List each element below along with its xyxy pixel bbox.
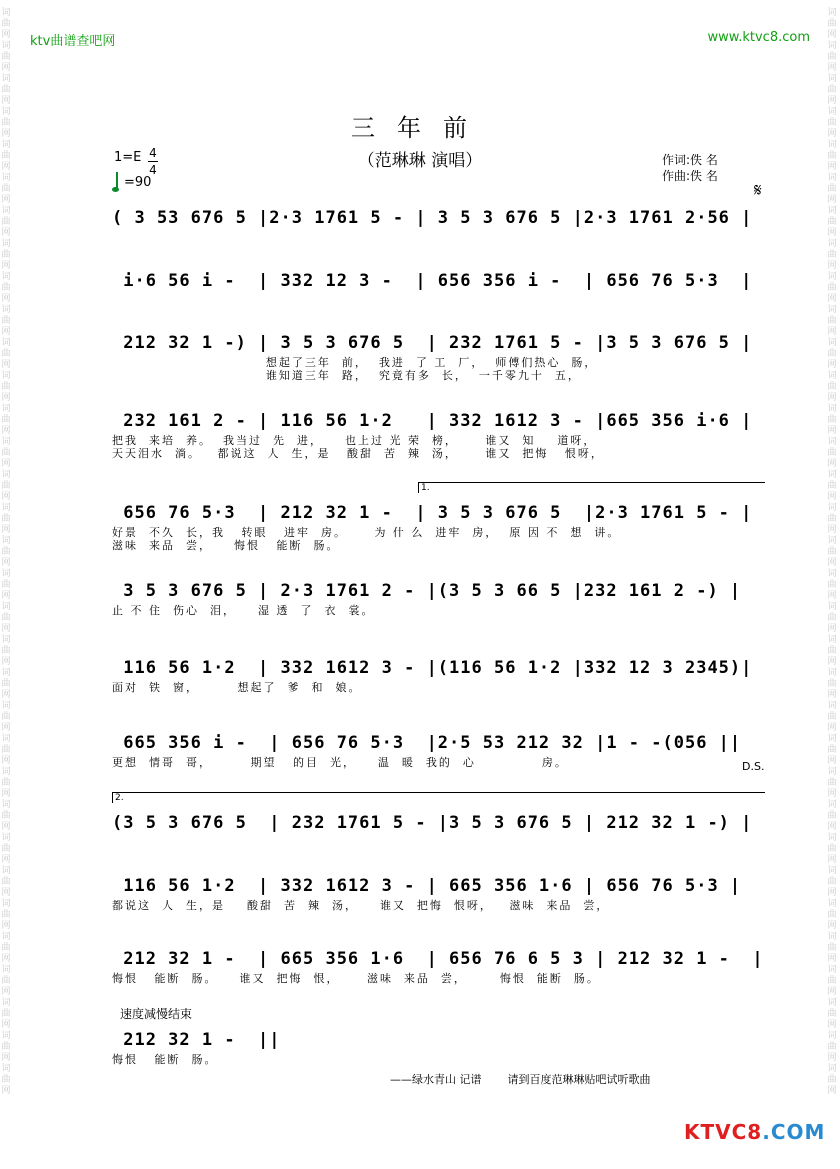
transcriber-credit: ——绿水青山 记谱 [390,1073,482,1086]
note-row: 212 32 1 -) | 3 5 3 676 5 | 232 1761 5 - |3 5 3 676 5 | [112,333,753,353]
brand-logo-part-a: KTVC8 [684,1120,763,1144]
note-row: 3 5 3 676 5 | 2·3 1761 2 - |(3 5 3 66 5 |232 161 2 -) | [112,581,742,601]
lyric-row: 滋味 来品 尝， 悔恨 能断 肠。 [112,539,340,552]
score-line [112,946,772,985]
lyric-row: 止 不 住 伤心 泪， 湿 透 了 衣 裳。 [112,604,375,617]
volta-1: 1. [418,482,765,493]
time-top: 4 [149,146,157,160]
ds-marking: D.S. [742,760,765,773]
note-row: 212 32 1 - | 665 356 1·6 | 656 76 6 5 3 | 212 32 1 - | [112,949,764,969]
quarter-note-icon [116,172,124,190]
ending-instruction: 速度减慢结束 [120,1007,193,1021]
song-performer: （范琳琳 演唱） [357,151,483,171]
score-line [112,578,772,617]
lyric-row: 想起了三年 前， 我进 了 工 厂， 师傅们热心 肠， [112,356,598,369]
score-line [112,205,772,231]
composer: 作曲:佚 名 [662,169,718,183]
brand-logo-part-b: .COM [762,1120,826,1144]
tempo-value: =90 [124,175,152,190]
score-line [112,408,772,460]
lyric-row: 悔恨 能断 肠。 [112,1053,218,1066]
score-line [112,810,772,836]
score-line [112,873,772,912]
credits [662,152,718,184]
note-row: 665 356 i - | 656 76 5·3 |2·5 53 212 32 |1 - -(056 || [112,733,742,753]
brand-logo [684,1120,825,1144]
left-watermark-strip: 词曲网词曲网词曲网词曲网词曲网词曲网词曲网词曲网词曲网词曲网词曲网词曲网词曲网词曲网词曲网词曲网词曲网词曲网词曲网词曲网词曲网词曲网词曲网词曲网词曲网词曲网词曲网词曲网词曲网词曲网词曲网词曲网词曲网 [1,8,11,1096]
score-line [112,330,772,382]
volta-2: 2. [112,792,765,803]
score-line [112,268,772,294]
right-watermark-strip: 词曲网词曲网词曲网词曲网词曲网词曲网词曲网词曲网词曲网词曲网词曲网词曲网词曲网词曲网词曲网词曲网词曲网词曲网词曲网词曲网词曲网词曲网词曲网词曲网词曲网词曲网词曲网词曲网词曲网词曲网词曲网词曲网词曲网 [827,8,837,1096]
site-url[interactable]: www.ktvc8.com [707,30,810,45]
lyric-row: 好景 不久 长，我 转眼 进牢 房。 为 什 么 进牢 房， 原 因 不 想 讲。 [112,526,621,539]
lyric-row: 天天泪水 淌。 都说这 人 生，是 酸甜 苦 辣 汤， 谁又 把悔 恨呀， [112,447,604,460]
site-name[interactable]: ktv曲谱查吧网 [30,34,116,49]
lyric-row: 谁知道三年 路， 究竟有多 长， 一千零九十 五， [112,369,581,382]
listen-hint: 请到百度范琳琳贴吧试听歌曲 [507,1073,651,1086]
lyric-row: 悔恨 能断 肠。 谁又 把悔 恨， 滋味 来品 尝， 悔恨 能断 肠。 [112,972,600,985]
footer [390,1071,677,1087]
note-row: i·6 56 i - | 332 12 3 - | 656 356 i - | 656 76 5·3 | [112,271,753,291]
note-row: 232 161 2 - | 116 56 1·2 | 332 1612 3 - |665 356 i·6 | [112,411,753,431]
segno-icon: 𝄋 [754,180,762,201]
song-title: 三年前 [351,114,489,142]
lyric-row: 都说这 人 生，是 酸甜 苦 辣 汤， 谁又 把悔 恨呀， 滋味 来品 尝， [112,899,610,912]
note-row: 212 32 1 - || [112,1030,281,1050]
score-line [112,500,772,552]
note-row: (3 5 3 676 5 | 232 1761 5 - |3 5 3 676 5 | 212 32 1 -) | [112,813,753,833]
note-row: 116 56 1·2 | 332 1612 3 - | 665 356 1·6 | 656 76 5·3 | [112,876,742,896]
score-line [112,655,772,694]
score-line [112,730,772,769]
lyric-row: 更想 情哥 哥， 期望 的目 光， 温 暖 我的 心 房。 [112,756,568,769]
time-divider [148,161,158,162]
tempo-marking [116,172,151,190]
lyric-row: 面对 铁 窗， 想起了 爹 和 娘。 [112,681,362,694]
key-signature: 1=E [114,150,142,165]
time-bottom: 4 [149,163,157,177]
note-row: 656 76 5·3 | 212 32 1 - | 3 5 3 676 5 |2·3 1761 5 - | [112,503,753,523]
note-row: ( 3 53 676 5 |2·3 1761 5 - | 3 5 3 676 5 |2·3 1761 2·56 | [112,208,753,228]
score-line [112,1027,772,1066]
lyricist: 作词:佚 名 [662,153,718,167]
lyric-row: 把我 来培 养。 我当过 先 进， 也上过 光 荣 榜， 谁又 知 道呀， [112,434,597,447]
note-row: 116 56 1·2 | 332 1612 3 - |(116 56 1·2 |332 12 3 2345)| [112,658,753,678]
